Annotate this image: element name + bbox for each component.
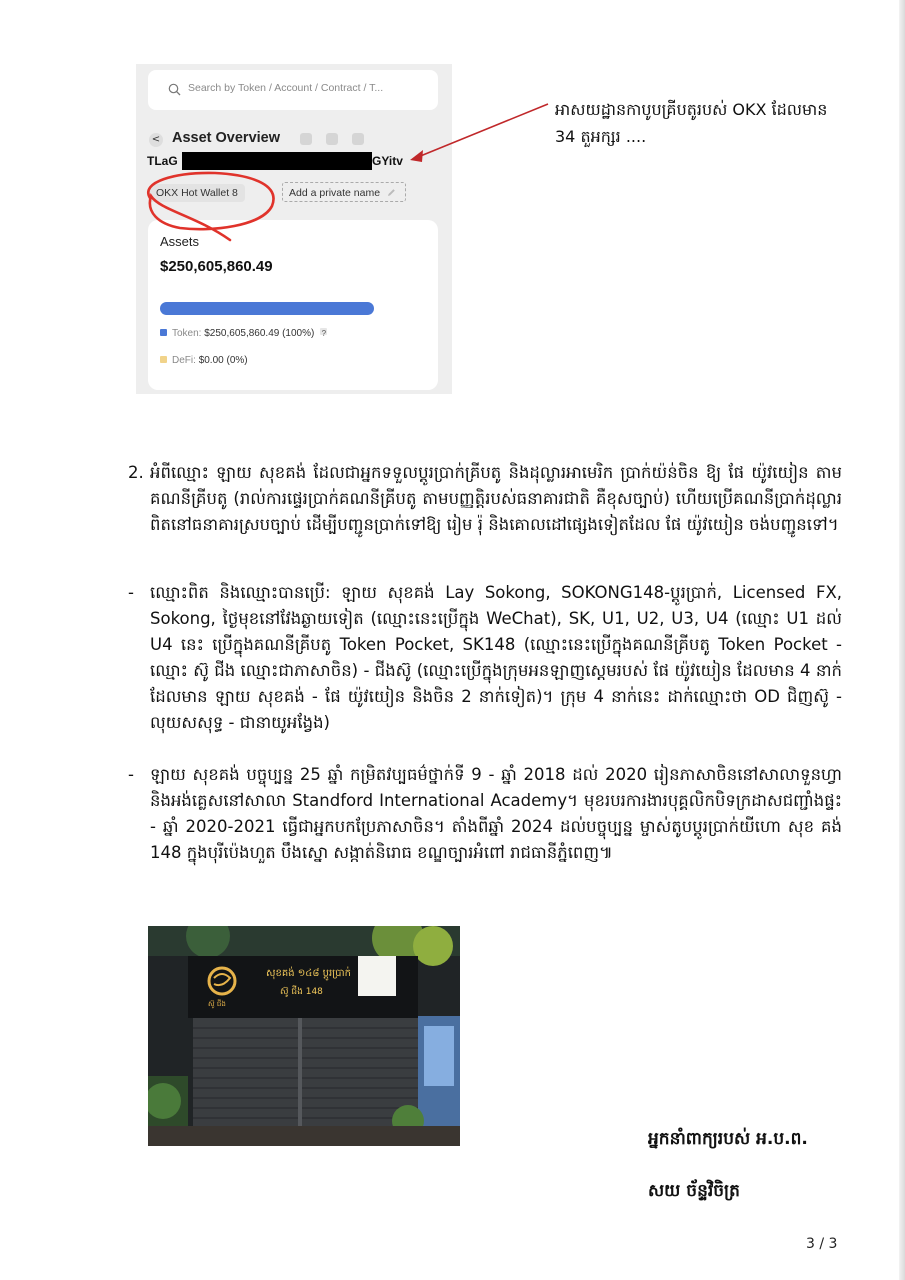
shop-sign-line-2: ស៊ូ ជីង 148 (280, 987, 323, 997)
arrow-head-icon (410, 150, 423, 162)
section-2-marker: 2. (128, 463, 144, 482)
wallet-address-end: GYitv (372, 154, 403, 168)
annotation-text: អាសយដ្ឋានកាបូបគ្រីបតូរបស់ OKX ដែលមាន 34 តួអក្សរ .... (555, 100, 828, 146)
wallet-tag: OKX Hot Wallet 8 (149, 184, 245, 202)
assets-total: $250,605,860.49 (160, 258, 273, 275)
help-icon: ? (321, 329, 327, 338)
bullet-1 (128, 580, 842, 736)
defi-label: DeFi: (172, 355, 196, 366)
wallet-address-start: TLaG (147, 154, 178, 168)
logo-text: ស៊ូ ជីង (208, 1000, 226, 1008)
token-value: $250,605,860.49 (100%) (204, 328, 315, 339)
search-placeholder: Search by Token / Account / Contract / T... (188, 82, 384, 94)
bullet-2 (128, 762, 842, 866)
arrow-line (418, 104, 548, 157)
defi-value: $0.00 (0%) (198, 355, 248, 366)
bullet-2-marker: - (128, 765, 134, 784)
back-arrow-icon: < (149, 133, 163, 147)
asset-overview-title: Asset Overview (172, 130, 281, 146)
add-private-name-label: Add a private name (289, 187, 381, 199)
annotation-overlay (0, 0, 905, 420)
spokesperson-name: សយ ច័ន្ទវិចិត្រ (648, 1181, 740, 1201)
assets-heading: Assets (160, 234, 200, 249)
section-2 (128, 460, 842, 538)
bullet-2-text: ឡាយ សុខគង់ បច្ចុប្បន្ន 25 ឆ្នាំ កម្រិតវប្បធម៌ថ្នាក់ទី 9 - ឆ្នាំ 2018 ដល់ 2020 រៀនភាសាចិននៅសាលាទួនហ្វា និងអង់គ្លេសនៅសាលា Standford International Academy។ មុខរបរការងារបុគ្គលិកបិទក្រដាសជញ្ជាំងផ្ទះ - ឆ្នាំ 2020-2021 ធ្វើជាអ្នកបកប្រែភាសាចិន។ តាំងពីឆ្នាំ 2024 ដល់បច្ចុប្បន្ន ម្ចាស់តូបប្តូរប្រាក់យីហោ សុខ គង់ 148 ក្នុងបុរីប៉េងហួត បឹងស្នោ សង្កាត់និរោធ ខណ្ឌច្បារអំពៅ រាជធានីភ្នំពេញ៕ (150, 765, 842, 862)
page-number: 3 / 3 (806, 1236, 838, 1252)
token-label: Token: (172, 328, 202, 339)
highlight-circle (148, 173, 273, 240)
shop-sign-line-1: សុខគង់ ១៤៨ ប្តូរប្រាក់ (266, 968, 352, 979)
storefront-illustration (148, 926, 460, 1146)
bullet-1-text: ឈ្មោះពិត និងឈ្មោះបានប្រើ: ឡាយ សុខគង់ Lay Sokong, SOKONG148-ប្តូរប្រាក់, Licensed FX, Sokong, ថ្ងៃមុខនៅវែងឆ្ងាយទៀត (ឈ្មោះនេះប្រើក្នុង WeChat), SK, U1, U2, U3, U4 (ឈ្មោះ U1 ដល់ U4 នេះ ប្រើក្នុងគណនីគ្រីបតូ Token Pocket, SK148 (ឈ្មោះនេះប្រើក្នុងគណនីគ្រីបតូ Token Pocket - ឈ្មោះ ស៊ូ ជីង ឈ្មោះជាភាសាចិន) - ជីងស៊ូ (ឈ្មោះប្រើក្នុងក្រុមអនឡាញស្តេមរបស់ ផែ យ៉ូវយៀន ដែលមាន 4 នាក់ ដែលមាន ឡាយ សុខគង់ - ផែ យ៉ូវយៀន និងចិន 2 នាក់ទៀត)។ ក្រុម 4 នាក់នេះ ដាក់ឈ្មោះថា OD ជិញស៊ូ - លុយសសុទ្ធ - ជានាយូអង្វែង) (150, 583, 842, 732)
storefront-photo (148, 926, 460, 1146)
bullet-1-marker: - (128, 583, 134, 602)
spokesperson-title: អ្នកនាំពាក្យរបស់ អ.ប.ព. (648, 1129, 808, 1149)
section-2-text: អំពីឈ្មោះ ឡាយ សុខគង់ ដែលជាអ្នកទទួលប្តូរប្រាក់គ្រីបតូ និងដុល្លារអាមេរិក ប្រាក់យ៉ន់ចិន ឱ្យ ផែ យ៉ូវយៀន តាមគណនីគ្រីបតូ (រាល់ការផ្ទេរប្រាក់គណនីគ្រីបតូ តាមបញ្ញត្តិរបស់ធនាគារជាតិ គឺខុសច្បាប់) ហើយប្រើគណនីប្រាក់ដុល្លារពិតនៅធនាគារស្របច្បាប់ ដើម្បីបញ្ជូនប្រាក់ទៅឱ្យ រៀម រ៉ុ និងគោលដៅផ្សេងទៀតដែល ផែ យ៉ូវយៀន ចង់បញ្ជូនទៅ។ (150, 463, 842, 534)
